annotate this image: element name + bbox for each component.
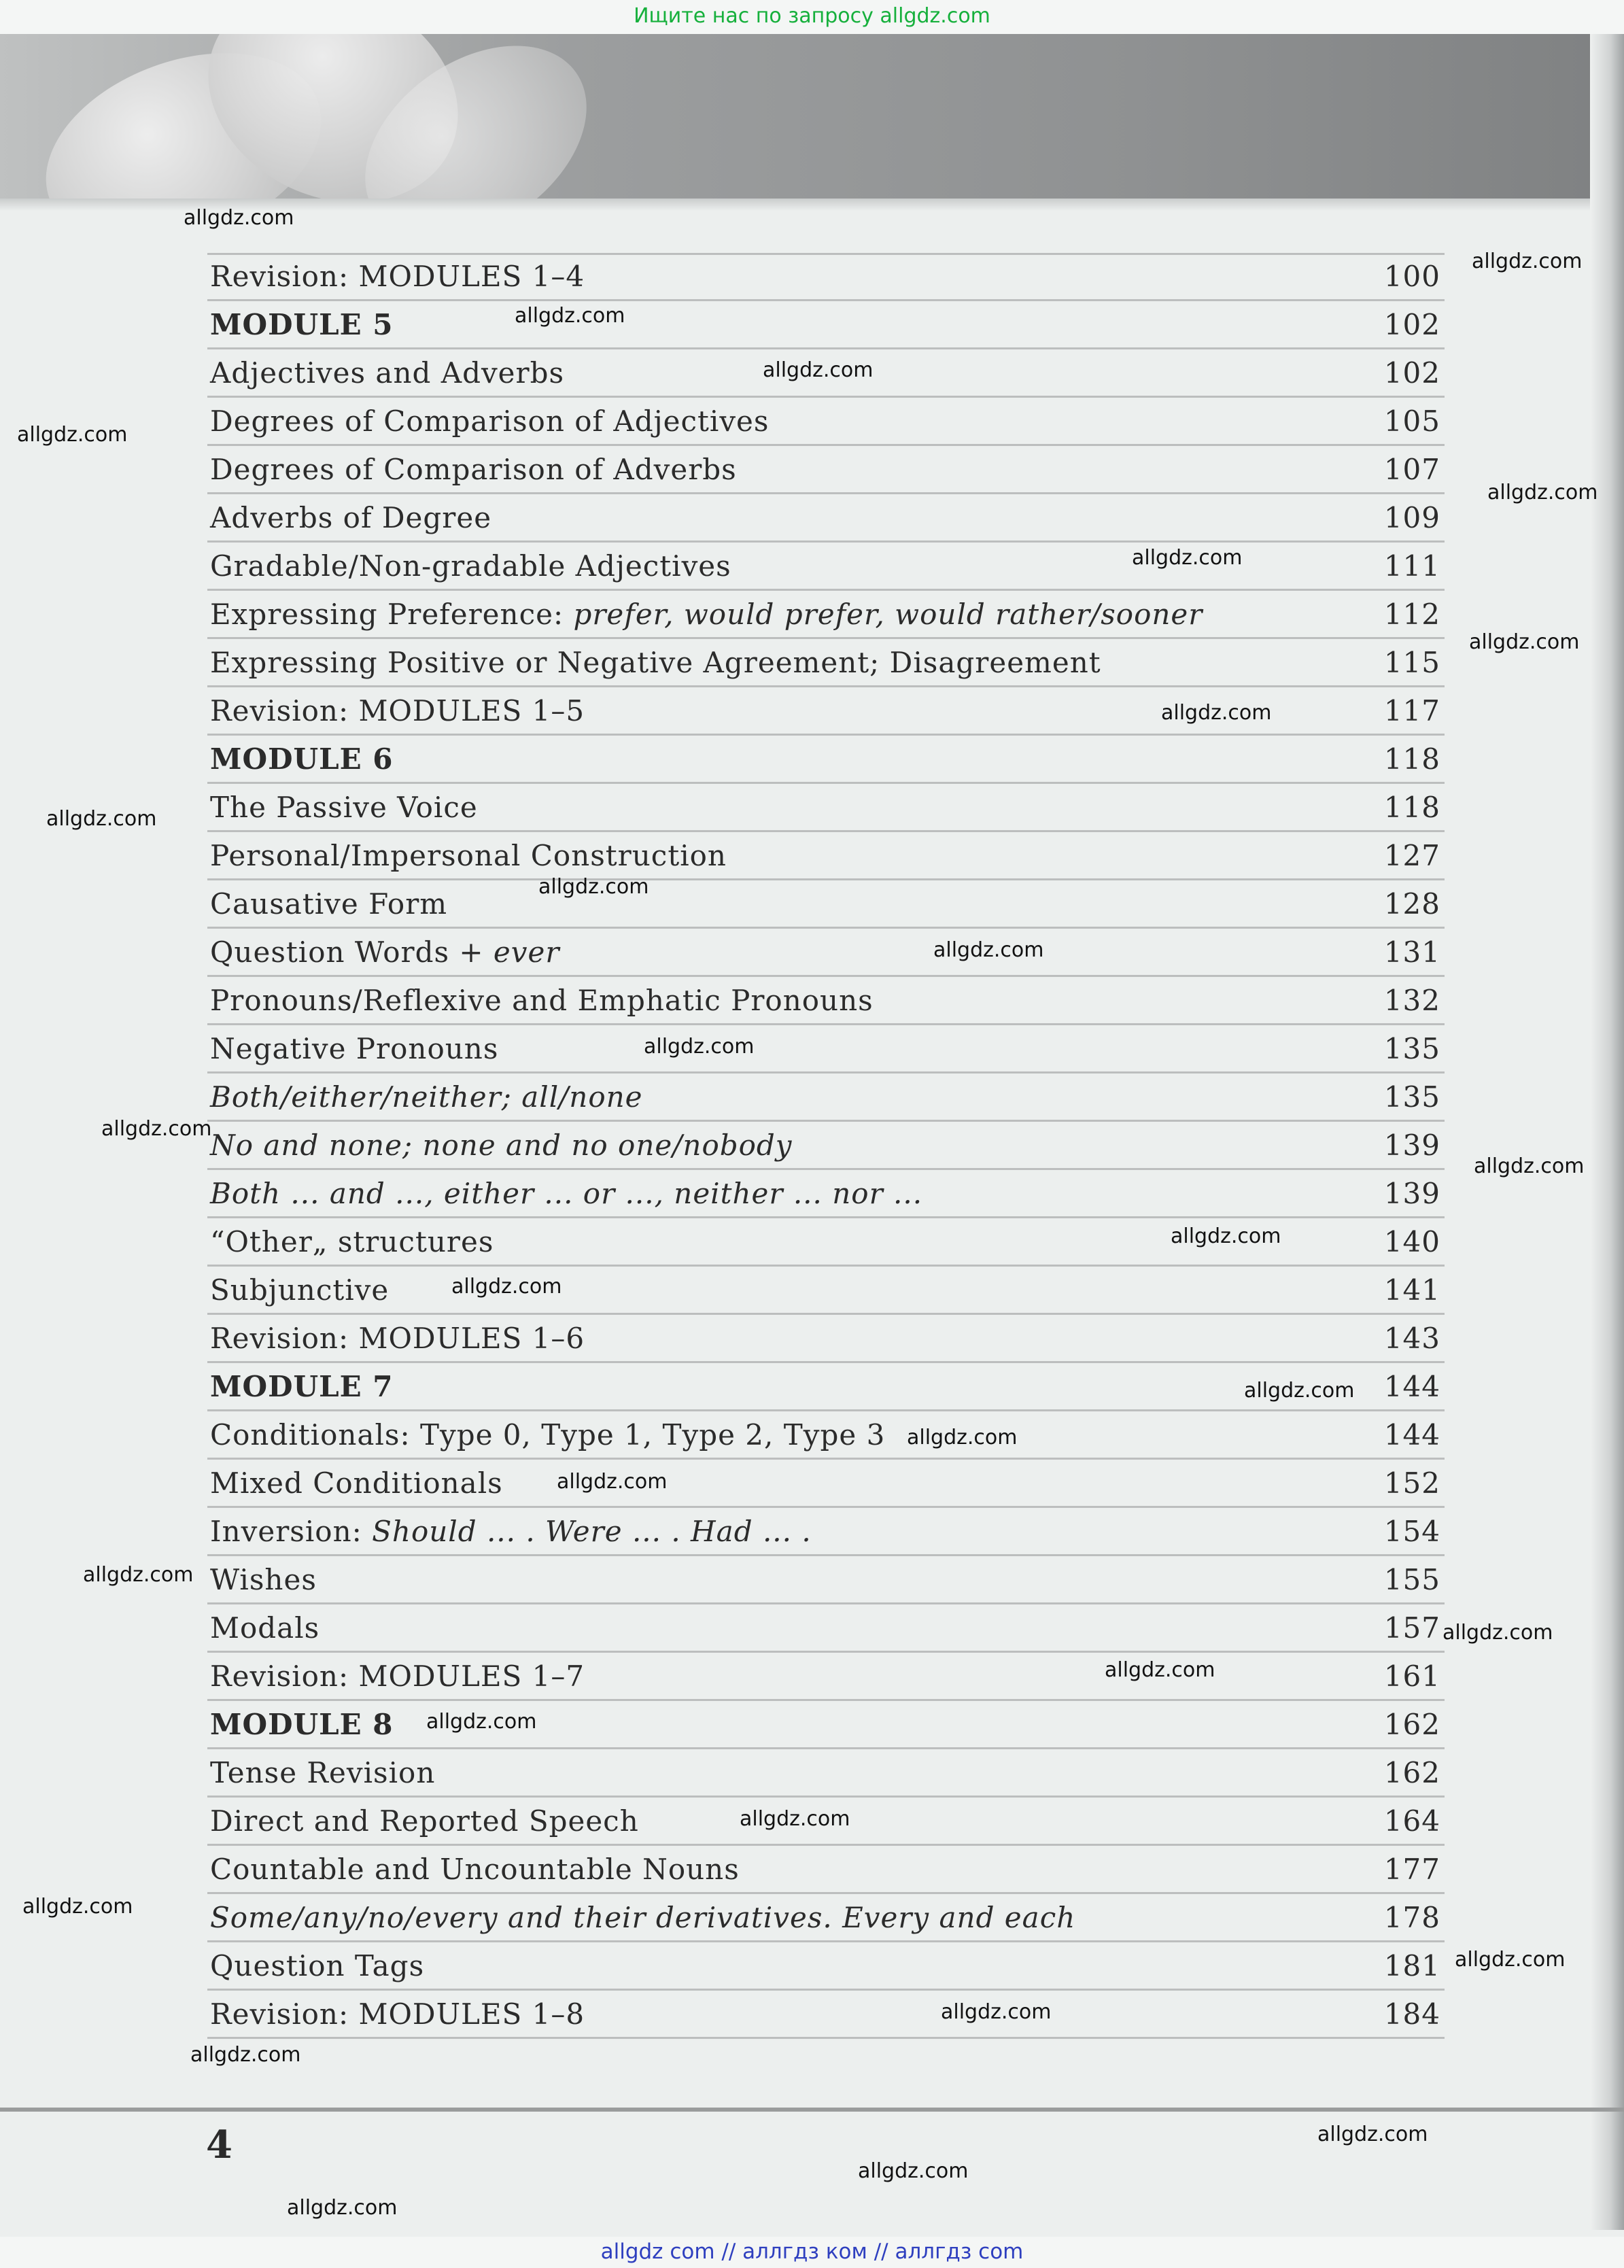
watermark[interactable]: allgdz.com: [83, 1563, 194, 1587]
toc-entry-title-text: Direct and Reported Speech: [210, 1804, 639, 1838]
toc-entry-title-italic: Should ... . Were ... . Had ... .: [372, 1515, 812, 1548]
watermark[interactable]: allgdz.com: [644, 1035, 755, 1059]
toc-entry: [207, 591, 1445, 639]
toc-entry-page-number: 107: [1383, 453, 1440, 486]
watermark[interactable]: allgdz.com: [451, 1275, 562, 1299]
toc-entry-page-number: 144: [1383, 1370, 1440, 1403]
toc-entry-title: [210, 260, 585, 293]
toc-entry: [207, 1025, 1445, 1073]
toc-entry-title-text: Expressing Preference:: [210, 598, 574, 631]
toc-entry-title: [210, 1129, 793, 1162]
toc-entry-title-text: Question Words +: [210, 935, 494, 969]
watermark[interactable]: allgdz.com: [1474, 1154, 1585, 1178]
toc-entry-title-text: Causative Form: [210, 887, 448, 921]
toc-entry-title-text: Pronouns/Reflexive and Emphatic Pronouns: [210, 984, 874, 1017]
toc-entry-page-number: 164: [1383, 1804, 1440, 1838]
toc-entry-page-number: 161: [1383, 1660, 1440, 1693]
toc-entry: [207, 784, 1445, 832]
toc-entry-page-number: 109: [1383, 501, 1440, 534]
toc-entry-title-text: Adjectives and Adverbs: [210, 356, 565, 390]
watermark[interactable]: allgdz.com: [1317, 2123, 1428, 2146]
toc-entry-page-number: 117: [1383, 694, 1440, 727]
toc-entry-page-number: 135: [1383, 1032, 1440, 1065]
watermark[interactable]: allgdz.com: [740, 1807, 850, 1831]
toc-entry-title: [210, 1177, 922, 1210]
watermark[interactable]: allgdz.com: [907, 1426, 1018, 1449]
watermark[interactable]: allgdz.com: [941, 2000, 1052, 2024]
header-band: [0, 34, 1624, 199]
toc-entry-title: [210, 694, 585, 727]
toc-entry-title-text: Revision: MODULES 1–5: [210, 694, 585, 727]
toc-entry-page-number: 111: [1383, 549, 1440, 583]
toc-entry-title-text: Subjunctive: [210, 1273, 390, 1307]
toc-entry: [207, 398, 1445, 446]
toc-entry: [207, 1991, 1445, 2039]
watermark[interactable]: allgdz.com: [17, 423, 128, 447]
toc-entry: [207, 1315, 1445, 1363]
toc-entry-page-number: 127: [1383, 839, 1440, 872]
watermark[interactable]: allgdz.com: [763, 358, 874, 382]
toc-entry-title: [210, 549, 731, 583]
toc-entry: [207, 1846, 1445, 1894]
toc-entry-page-number: 144: [1383, 1418, 1440, 1451]
toc-entry: [207, 1073, 1445, 1122]
toc-entry: [207, 1122, 1445, 1170]
toc-entry-title: [210, 1997, 585, 2031]
toc-entry-title: [210, 1853, 740, 1886]
toc-entry-title-text: Degrees of Comparison of Adverbs: [210, 453, 737, 486]
toc-entry: [207, 1653, 1445, 1701]
toc-entry: [207, 301, 1445, 349]
watermark[interactable]: allgdz.com: [538, 875, 649, 899]
toc-entry-title-text: Revision: MODULES 1–7: [210, 1660, 585, 1693]
toc-entry-title-text: Gradable/Non-gradable Adjectives: [210, 549, 731, 583]
toc-entry-title-italic: ever: [493, 935, 560, 969]
toc-entry-page-number: 105: [1383, 405, 1440, 438]
toc-entry-title: [210, 598, 1203, 631]
toc-entry-page-number: 139: [1383, 1129, 1440, 1162]
toc-entry-title: [210, 453, 737, 486]
toc-entry-page-number: 112: [1383, 598, 1440, 631]
toc-entry-page-number: 102: [1383, 308, 1440, 341]
toc-entry: [207, 543, 1445, 591]
toc-entry-title-text: Some/any/no/every and their derivatives. Every and each: [210, 1901, 1076, 1934]
toc-entry-title: [210, 1611, 319, 1645]
toc-entry-page-number: 162: [1383, 1708, 1440, 1741]
toc-entry: [207, 253, 1445, 301]
toc-entry-title: [210, 839, 727, 872]
toc-entry-title: [210, 356, 564, 390]
toc-entry-title: [210, 1466, 503, 1500]
toc-entry-page-number: 181: [1383, 1949, 1440, 1982]
page-fold: [1590, 34, 1624, 2230]
toc-entry-page-number: 154: [1383, 1515, 1440, 1548]
toc-entry-title: [210, 935, 559, 969]
bottom-banner[interactable]: allgdz com // аллгдз ком // аллгдз com: [0, 2237, 1624, 2268]
toc-entry-page-number: 139: [1383, 1177, 1440, 1210]
toc-entry-title-text: Wishes: [210, 1563, 317, 1596]
toc-entry: [207, 494, 1445, 543]
toc-entry: [207, 1604, 1445, 1653]
toc-entry-title: [210, 1273, 389, 1307]
toc-entry-title: [210, 1080, 643, 1114]
toc-entry-page-number: 135: [1383, 1080, 1440, 1114]
watermark[interactable]: allgdz.com: [515, 304, 625, 328]
toc-entry: [207, 977, 1445, 1025]
toc-entry-title-text: Negative Pronouns: [210, 1032, 499, 1065]
toc-entry-title-text: Mixed Conditionals: [210, 1466, 503, 1500]
toc-entry-title-text: Degrees of Comparison of Adjectives: [210, 405, 770, 438]
toc-entry-title-text: MODULE 7: [210, 1370, 394, 1403]
toc-entry: [207, 736, 1445, 784]
toc-entry-title: [210, 1949, 424, 1982]
toc-entry-page-number: 132: [1383, 984, 1440, 1017]
toc-entry-page-number: 155: [1383, 1563, 1440, 1596]
toc-entry-title-text: Personal/Impersonal Construction: [210, 839, 727, 872]
toc-entry-title: [210, 1032, 498, 1065]
toc-entry-title-text: “Other„ structures: [210, 1225, 494, 1258]
module-heading: [210, 1370, 394, 1403]
toc-entry: [207, 929, 1445, 977]
toc-entry: [207, 1894, 1445, 1942]
watermark[interactable]: allgdz.com: [426, 1710, 537, 1734]
toc-entry-page-number: 128: [1383, 887, 1440, 921]
toc-entry-title: [210, 405, 769, 438]
module-heading: [210, 308, 394, 341]
toc-entry-title-text: Revision: MODULES 1–8: [210, 1997, 585, 2031]
page-number: 4: [206, 2123, 232, 2167]
toc-entry-title-text: Modals: [210, 1611, 320, 1645]
toc-entry-title-text: Inversion:: [210, 1515, 373, 1548]
toc-entry-title-text: Both ... and ..., either ... or ..., neither ... nor ...: [210, 1177, 923, 1210]
watermark[interactable]: allgdz.com: [1132, 546, 1243, 570]
toc-entry-title: [210, 1225, 494, 1258]
watermark[interactable]: allgdz.com: [1455, 1948, 1566, 1972]
toc-entry-title: [210, 984, 874, 1017]
toc-entry-title-text: Conditionals: Type 0, Type 1, Type 2, Type 3: [210, 1418, 886, 1451]
toc-entry-title-text: Revision: MODULES 1–6: [210, 1322, 585, 1355]
footer-rule: [0, 2108, 1624, 2112]
toc-entry-page-number: 143: [1383, 1322, 1440, 1355]
toc-entry-title: [210, 1901, 1075, 1934]
toc-entry-title-text: The Passive Voice: [210, 791, 478, 824]
module-heading: [210, 742, 394, 776]
watermark[interactable]: allgdz.com: [858, 2159, 969, 2183]
toc-entry-title-text: No and none; none and no one/nobody: [210, 1129, 793, 1162]
toc-entry-title: [210, 1660, 585, 1693]
toc-entry-page-number: 177: [1383, 1853, 1440, 1886]
toc-entry: [207, 1267, 1445, 1315]
toc-entry: [207, 639, 1445, 687]
toc-entry-title: [210, 1418, 885, 1451]
toc-entry-page-number: 131: [1383, 935, 1440, 969]
watermark[interactable]: allgdz.com: [1105, 1658, 1215, 1682]
toc-entry-page-number: 157: [1383, 1611, 1440, 1645]
watermark[interactable]: allgdz.com: [101, 1117, 212, 1141]
toc-entry-title-text: Countable and Uncountable Nouns: [210, 1853, 740, 1886]
toc-entry: [207, 446, 1445, 494]
toc-entry-title: [210, 646, 1101, 679]
toc-entry: [207, 1508, 1445, 1556]
toc-entry-title-text: Both/either/neither; all/none: [210, 1080, 643, 1114]
toc-entry-title: [210, 1804, 639, 1838]
watermark[interactable]: allgdz.com: [287, 2196, 398, 2220]
top-banner[interactable]: Ищите нас по запросу allgdz.com: [0, 0, 1624, 34]
toc-entry-page-number: 140: [1383, 1225, 1440, 1258]
watermark[interactable]: allgdz.com: [1244, 1379, 1355, 1403]
toc-entry: [207, 1942, 1445, 1991]
toc-entry: [207, 1170, 1445, 1218]
watermark[interactable]: allgdz.com: [190, 2043, 301, 2067]
toc-entry: [207, 832, 1445, 880]
toc-entry-title-text: Revision: MODULES 1–4: [210, 260, 585, 293]
toc-entry: [207, 880, 1445, 929]
watermark[interactable]: allgdz.com: [1469, 630, 1580, 654]
toc-entry-page-number: 118: [1383, 742, 1440, 776]
watermark[interactable]: allgdz.com: [933, 938, 1044, 962]
watermark[interactable]: allgdz.com: [184, 206, 294, 230]
watermark[interactable]: allgdz.com: [1472, 250, 1583, 273]
toc-entry-page-number: 102: [1383, 356, 1440, 390]
toc-entry-page-number: 118: [1383, 791, 1440, 824]
toc-entry-title-text: MODULE 5: [210, 308, 394, 341]
toc-entry-title-italic: prefer, would prefer, would rather/sooner: [573, 598, 1203, 631]
toc-entry-page-number: 178: [1383, 1901, 1440, 1934]
watermark[interactable]: allgdz.com: [46, 807, 157, 831]
toc-entry: [207, 1701, 1445, 1749]
watermark[interactable]: allgdz.com: [1171, 1224, 1281, 1248]
toc-entry-title-text: MODULE 8: [210, 1708, 394, 1741]
toc-entry-title: [210, 1322, 585, 1355]
toc-entry-title-text: MODULE 6: [210, 742, 394, 776]
table-of-contents: [207, 253, 1445, 2039]
watermark[interactable]: allgdz.com: [1161, 701, 1272, 725]
toc-entry: [207, 1556, 1445, 1604]
toc-entry: [207, 1411, 1445, 1460]
toc-entry-title-text: Adverbs of Degree: [210, 501, 492, 534]
toc-entry-title-text: Question Tags: [210, 1949, 425, 1982]
watermark[interactable]: allgdz.com: [1487, 481, 1598, 504]
watermark[interactable]: allgdz.com: [1442, 1621, 1553, 1645]
toc-entry-title: [210, 887, 447, 921]
toc-entry-title: [210, 1515, 812, 1548]
toc-entry-title: [210, 1563, 317, 1596]
watermark[interactable]: allgdz.com: [22, 1895, 133, 1919]
toc-entry-page-number: 141: [1383, 1273, 1440, 1307]
watermark[interactable]: allgdz.com: [557, 1470, 668, 1494]
toc-entry-title: [210, 791, 478, 824]
module-heading: [210, 1708, 394, 1741]
toc-entry: [207, 1749, 1445, 1798]
toc-entry-page-number: 152: [1383, 1466, 1440, 1500]
toc-entry-title: [210, 1756, 435, 1789]
toc-entry-page-number: 115: [1383, 646, 1440, 679]
toc-entry-page-number: 100: [1383, 260, 1440, 293]
toc-entry: [207, 1460, 1445, 1508]
toc-entry-title-text: Tense Revision: [210, 1756, 436, 1789]
toc-entry-title-text: Expressing Positive or Negative Agreement; Disagreement: [210, 646, 1101, 679]
toc-entry-page-number: 184: [1383, 1997, 1440, 2031]
toc-entry-page-number: 162: [1383, 1756, 1440, 1789]
toc-entry-title: [210, 501, 491, 534]
